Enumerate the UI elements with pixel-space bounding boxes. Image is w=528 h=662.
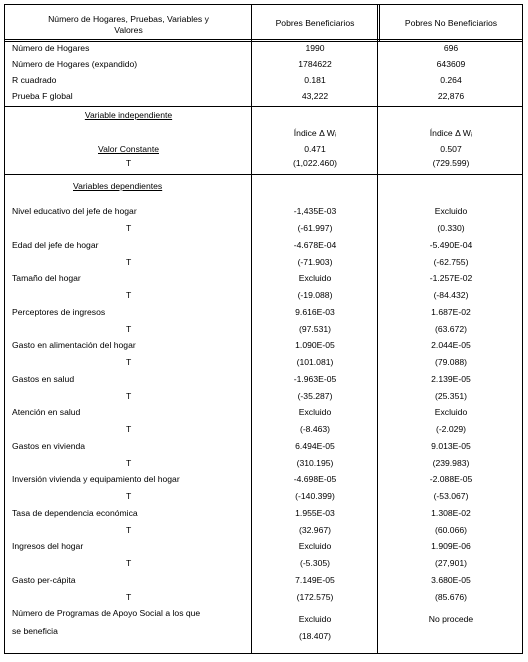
dependent-row-t-pnb: (-84.432) (433, 290, 469, 300)
dependent-row-label: Gastos en salud (12, 374, 75, 384)
summary-row-pb: 43,222 (301, 91, 329, 101)
constant-label: Valor Constante (98, 144, 159, 154)
dependent-row-t-pb: (-71.903) (297, 257, 333, 267)
dependent-row-pnb: 1.308E-02 (431, 508, 471, 518)
dependent-row-t-label: T (126, 558, 132, 568)
dependent-row-pnb: Excluido (434, 206, 468, 216)
dependent-row-t-label: T (126, 592, 132, 602)
header-col3: Pobres No Beneficiarios (404, 18, 498, 28)
dependent-row-label: Tamaño del hogar (12, 273, 81, 283)
dependent-row-t-pb: (-19.088) (297, 290, 333, 300)
dependent-row-t-label: T (126, 324, 132, 334)
dependent-row-pb: -1,435E-03 (293, 206, 337, 216)
dependent-row-t-pnb: (79.088) (434, 357, 467, 367)
dependent-row-pb: -4.698E-05 (293, 474, 337, 484)
dependent-row-t-pb: (-140.399) (295, 491, 335, 501)
header-col1-line2: Valores (114, 25, 143, 35)
last-row-pnb: No procede (428, 614, 474, 624)
last-row-label-line2: se beneficia (12, 626, 58, 636)
dependent-row-label: Tasa de dependencia económica (12, 508, 138, 518)
last-row-t-pb: (18.407) (298, 631, 331, 641)
dependent-title: Variables dependientes (73, 181, 163, 191)
dependent-row-pnb: -5.490E-04 (429, 240, 473, 250)
dependent-row-pnb: 1.687E-02 (431, 307, 471, 317)
dependent-row-pb: 9.616E-03 (295, 307, 335, 317)
dependent-row-pb: -4.678E-04 (293, 240, 337, 250)
summary-row-pnb: 22,876 (437, 91, 465, 101)
summary-row-label: Número de Hogares (expandido) (12, 59, 138, 69)
dependent-row-t-pnb: (-2.029) (435, 424, 467, 434)
summary-row-pnb: 0.264 (440, 75, 462, 85)
summary-row-pnb: 643609 (436, 59, 466, 69)
dependent-row-t-pnb: (27,901) (434, 558, 467, 568)
independent-title: Variable independiente (84, 110, 173, 120)
dependent-row-t-pnb: (0.330) (437, 223, 465, 233)
dependent-row-t-label: T (126, 424, 132, 434)
dependent-row-t-pnb: (63.672) (434, 324, 467, 334)
dependent-row-pb: -1.963E-05 (293, 374, 337, 384)
dependent-row-label: Gasto per-cápita (12, 575, 76, 585)
dependent-row-t-pb: (172.575) (296, 592, 334, 602)
summary-row-pnb: 696 (443, 43, 459, 53)
summary-row-pb: 1784622 (298, 59, 332, 69)
dependent-row-t-label: T (126, 458, 132, 468)
dependent-row-pnb: Excluido (434, 407, 468, 417)
dependent-row-t-label: T (126, 290, 132, 300)
summary-row-pb: 0.181 (304, 75, 326, 85)
dependent-row-pnb: -1.257E-02 (429, 273, 473, 283)
dependent-row-pb: 7.149E-05 (295, 575, 335, 585)
constant-value-pnb: 0.507 (440, 144, 462, 154)
dependent-row-t-pb: (97.531) (298, 324, 331, 334)
dependent-row-t-pb: (-5.305) (299, 558, 331, 568)
dependent-row-pnb: 3.680E-05 (431, 575, 471, 585)
dependent-row-label: Atención en salud (12, 407, 81, 417)
constant-t-label: T (125, 158, 132, 168)
dependent-row-t-pnb: (239.983) (432, 458, 470, 468)
header-separator (5, 39, 522, 42)
dependent-row-t-pb: (-35.287) (297, 391, 333, 401)
dependent-row-t-label: T (126, 525, 132, 535)
dependent-row-t-pnb: (-53.067) (433, 491, 469, 501)
dependent-row-pnb: 9.013E-05 (431, 441, 471, 451)
dependent-row-t-label: T (126, 391, 132, 401)
dependent-row-label: Nivel educativo del jefe de hogar (12, 206, 137, 216)
constant-t-pnb: (729.599) (432, 158, 470, 168)
dependent-row-label: Ingresos del hogar (12, 541, 84, 551)
summary-row-pb: 1990 (305, 43, 325, 53)
dependent-row-t-pb: (101.081) (296, 357, 334, 367)
constant-value-pb: 0.471 (304, 144, 326, 154)
dependent-row-label: Perceptores de ingresos (12, 307, 106, 317)
dependent-row-t-pb: (-8.463) (299, 424, 331, 434)
dependent-row-t-label: T (126, 357, 132, 367)
dependent-row-label: Gasto en alimentación del hogar (12, 340, 136, 350)
dependent-row-pnb: 1.909E-06 (431, 541, 471, 551)
dependent-row-label: Gastos en vivienda (12, 441, 86, 451)
dependent-row-t-pnb: (85.676) (434, 592, 467, 602)
dependent-row-t-pb: (32.967) (298, 525, 331, 535)
summary-row-label: Número de Hogares (12, 43, 90, 53)
regression-table (4, 4, 523, 654)
summary-row-label: Prueba F global (12, 91, 73, 101)
dependent-row-pnb: 2.139E-05 (431, 374, 471, 384)
dependent-row-t-pnb: (25.351) (434, 391, 467, 401)
header-col1 (5, 14, 252, 36)
dependent-row-pnb: 2.044E-05 (431, 340, 471, 350)
dependent-row-t-label: T (126, 257, 132, 267)
dependent-row-label: Inversión vivienda y equipamiento del hogar (12, 474, 180, 484)
header-col1-line1: Número de Hogares, Pruebas, Variables y (48, 14, 209, 24)
header-col2: Pobres Beneficiarios (275, 18, 355, 28)
index-label-pnb: Índice Δ Wᵢ (429, 128, 473, 138)
last-row-label-line1: Número de Programas de Apoyo Social a los que (12, 608, 201, 618)
dependent-row-t-pb: (-61.997) (297, 223, 333, 233)
dependent-row-t-label: T (126, 491, 132, 501)
section-separator (5, 106, 522, 107)
summary-row-label: R cuadrado (12, 75, 57, 85)
last-row-pb: Excluido (298, 614, 332, 624)
index-label-pb: Índice Δ Wᵢ (293, 128, 337, 138)
dependent-row-t-pnb: (60.066) (434, 525, 467, 535)
dependent-row-t-pb: (310.195) (296, 458, 334, 468)
dependent-row-label: Edad del jefe de hogar (12, 240, 99, 250)
dependent-row-pb: 1.090E-05 (295, 340, 335, 350)
constant-t-pb: (1,022.460) (293, 158, 337, 168)
dependent-row-pb: Excluido (298, 407, 332, 417)
dependent-row-pb: 1.955E-03 (295, 508, 335, 518)
dependent-row-t-label: T (126, 223, 132, 233)
dependent-row-pb: Excluido (298, 541, 332, 551)
dependent-row-pb: 6.494E-05 (295, 441, 335, 451)
dependent-row-pnb: -2.088E-05 (429, 474, 473, 484)
dependent-row-t-pnb: (-62.755) (433, 257, 469, 267)
dependent-row-pb: Excluido (298, 273, 332, 283)
section-separator (5, 174, 522, 175)
